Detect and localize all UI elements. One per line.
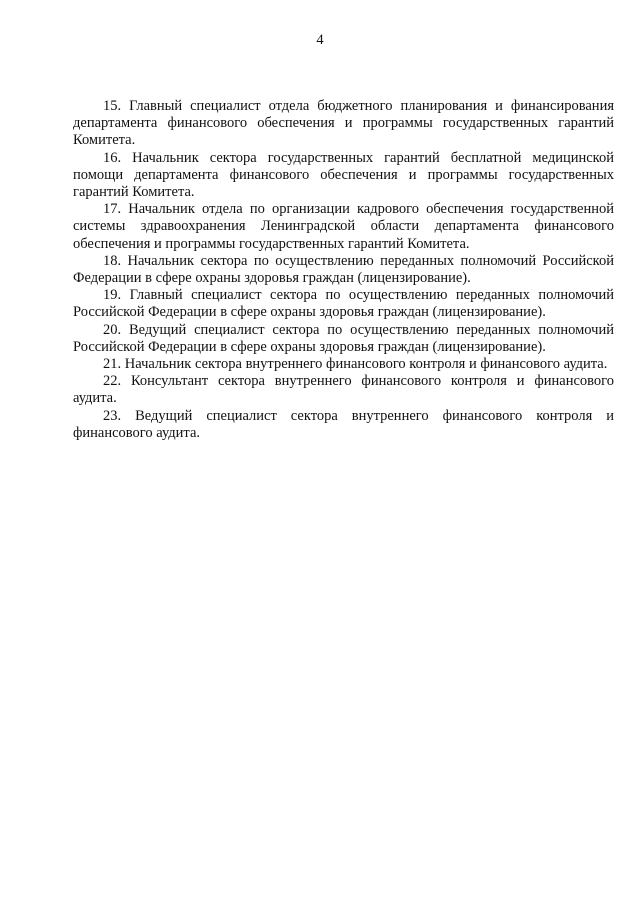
page-number: 4	[316, 32, 324, 48]
list-item: 16. Начальник сектора государственных гарантий бесплатной медицинской помощи департамента финансового обеспечения и программы государственных гарантий Комитета.	[73, 149, 614, 201]
list-item: 20. Ведущий специалист сектора по осуществлению переданных полномочий Российской Федерации в сфере охраны здоровья граждан (лицензирование).	[73, 321, 614, 355]
list-item: 15. Главный специалист отдела бюджетного планирования и финансирования департамента финансового обеспечения и программы государственных гарантий Комитета.	[73, 98, 614, 149]
list-item: 18. Начальник сектора по осуществлению переданных полномочий Российской Федерации в сфере охраны здоровья граждан (лицензирование).	[73, 252, 614, 287]
list-item: 19. Главный специалист сектора по осуществлению переданных полномочий Российской Федерации в сфере охраны здоровья граждан (лицензирование).	[73, 287, 614, 321]
list-item: 22. Консультант сектора внутреннего финансового контроля и финансового аудита.	[73, 373, 614, 407]
list-item: 17. Начальник отдела по организации кадрового обеспечения государственной системы здравоохранения Ленинградской области департамента финансового обеспечения и программы государственных гарантий Комитета.	[73, 201, 614, 252]
list-item: 23. Ведущий специалист сектора внутреннего финансового контроля и финансового аудита.	[73, 407, 614, 441]
list-item: 21. Начальник сектора внутреннего финансового контроля и финансового аудита.	[103, 356, 608, 373]
position-list	[73, 98, 614, 442]
